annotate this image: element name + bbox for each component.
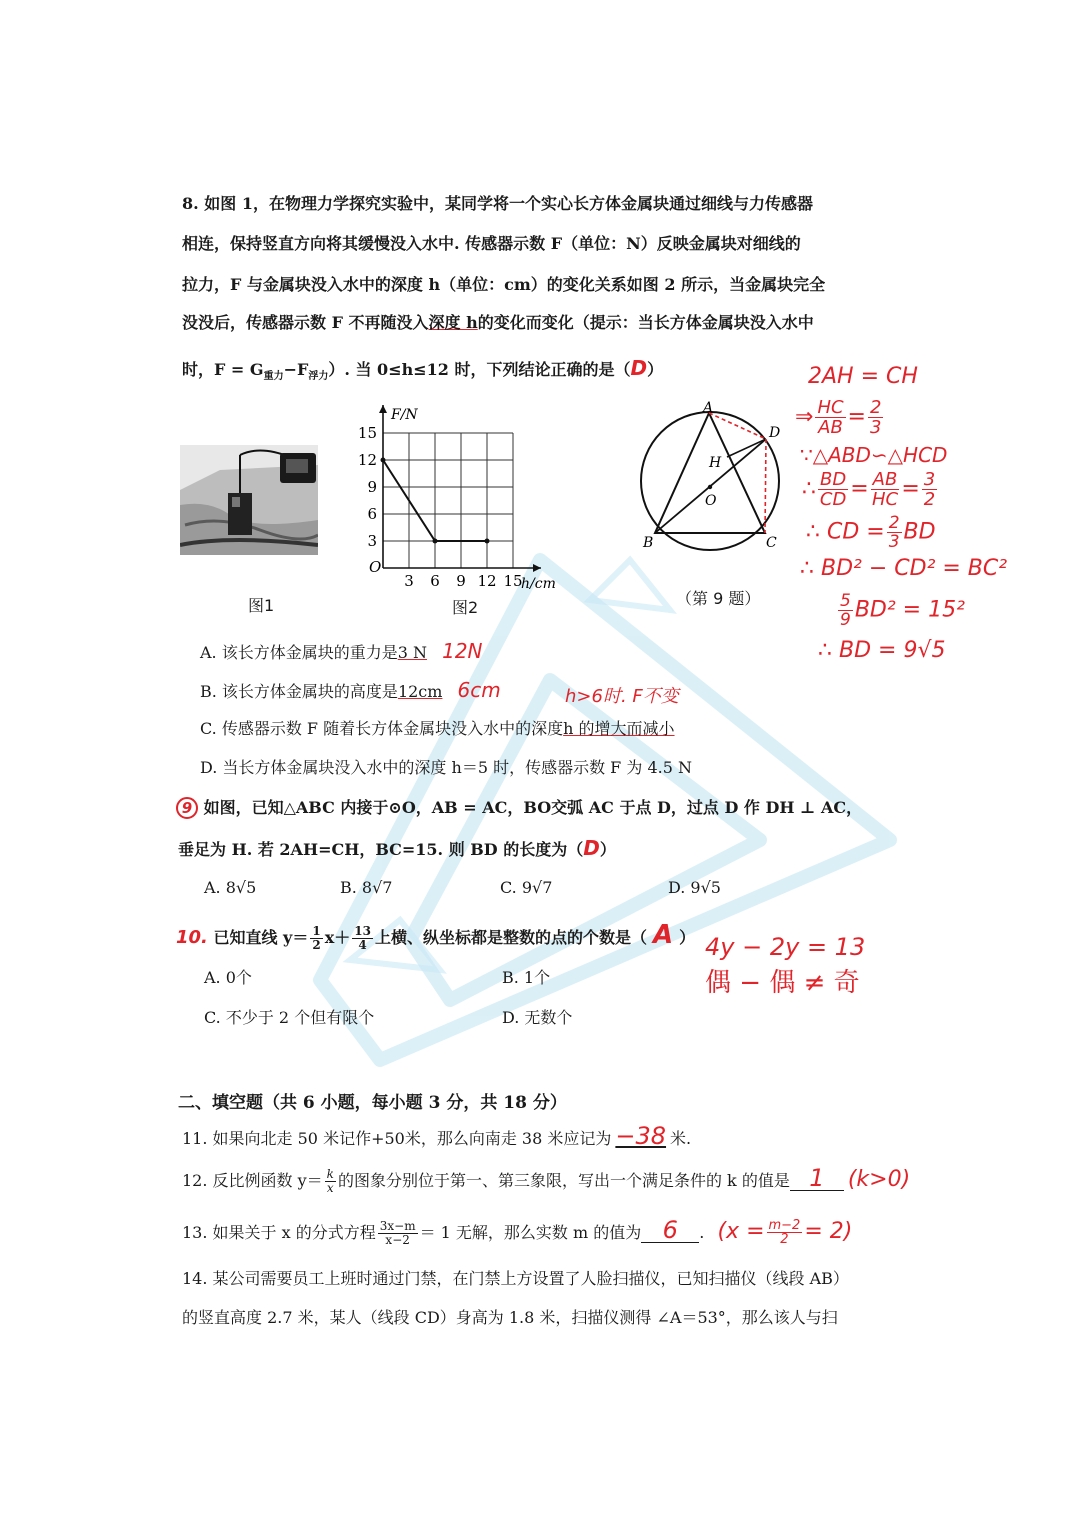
q8-note-c: h>6时. F不变 [565,686,679,707]
figure9-diagram [630,395,790,560]
x-axis-arrow [533,564,541,572]
q12: 12. 反比例函数 y＝ $\frac{k}{x}$ 的图象分别位于第一、第三象限，写出一个满足条件的 k 的值是 1 (k>0) [182,1164,911,1195]
y-tick-label: 3 [367,532,377,550]
chart-axes [379,405,541,572]
q10-hand-line2: 偶 − 偶 ≠ 奇 [705,968,860,998]
series-point [381,458,386,463]
q9-option-b: B. 8√7 [340,878,393,897]
q8-line5: 时，$F = G_{重力}-F_{浮力}$）. 当 0≤h≤12 时，下列结论正确的是（D） [182,356,664,383]
q8-option-c: C. 传感器示数 F 随着长方体金属块没入水中的深度h 的增大而减小 [200,719,675,738]
q8-option-a: A. 该长方体金属块的重力是3 N 12N [200,639,483,663]
x-tick-label: 9 [456,572,466,590]
q9-circle-mark: 9 [176,797,198,819]
red-dash-dc [765,439,766,533]
q14-line1: 14. 某公司需要员工上班时通过门禁，在门禁上方设置了人脸扫描仪，已知扫描仪（线段 AB） [182,1269,849,1288]
figure2-label: 图2 [452,598,479,617]
segment-dh [727,439,766,457]
figure9-label: （第 9 题） [676,589,761,608]
figure2-chart [355,400,570,595]
q10-option-b: B. 1个 [502,968,551,987]
q10-option-d: D. 无数个 [502,1008,573,1027]
q14-line2: 的竖直高度 2.7 米，某人（线段 CD）身高为 1.8 米，扫描仪测得 ∠A＝53°，那么该人与扫 [182,1308,838,1327]
q13-note: (x = $\frac{m-2}{2}$ = 2) [717,1217,853,1247]
label-h: H [709,455,722,471]
q10-answer: A [652,920,674,950]
label-a: A [703,400,714,416]
q10-option-a: A. 0个 [204,968,252,987]
label-o: O [705,493,717,509]
label-d: D [769,425,781,441]
y-tick-label: 12 [357,451,377,469]
hand-line3: ∵△ABD∽△HCD [800,443,948,467]
q11-answer: −38 [615,1122,667,1150]
q9-line2: 垂足为 H. 若 2AH=CH，BC=15. 则 BD 的长度为（D） [178,836,616,860]
hand-line6: ∴ BD² − CD² = BC² [800,556,1008,581]
q8-note-b: 6cm [457,678,501,702]
q8-option-b: B. 该长方体金属块的高度是12cm 6cm [200,678,501,702]
x-tick-label: 3 [404,572,414,590]
q12-answer: 1 [790,1166,844,1191]
q11: 11. 如果向北走 50 米记作+50米，那么向南走 38 米应记为 −38 米. [182,1122,692,1150]
label-c: C [766,535,777,551]
hand-line1: 2AH = CH [808,364,918,389]
x-tick-label: 15 [503,572,523,590]
q8-line4: 没没后，传感器示数 F 不再随没入深度 h的变化而变化（提示：当长方体金属块没入水中 [182,313,814,332]
q8-line1: 8. 如图 1，在物理力学探究实验中，某同学将一个实心长方体金属块通过细线与力传感器 [182,194,813,213]
center-point [708,485,712,489]
hand-line2: ⇒ $\frac{HC}{AB}$ = $\frac{2}{3}$ [795,397,882,438]
chart-labels [358,407,556,592]
q8-line3: 拉力，F 与金属块没入水中的深度 h（单位：cm）的变化关系如图 2 所示，当金属块完全 [182,275,826,294]
figure1-label: 图1 [248,596,275,615]
figure1-photo [180,445,318,555]
q9-line1: 9 如图，已知△ABC 内接于⊙O，AB = AC，BO交弧 AC 于点 D，过点 D 作 DH ⊥ AC， [176,797,862,819]
q9-answer: D [583,836,600,860]
q8-answer: D [630,356,648,380]
series-point [433,539,438,544]
hand-line4: ∴ $\frac{BD}{CD}$ = $\frac{AB}{HC}$ = $\frac{3}{2}$ [802,469,936,510]
q10-hand-line1: 4y − 2y = 13 [705,933,866,961]
chart-grid [383,433,513,568]
q9-option-c: C. 9√7 [500,878,553,897]
y-axis-arrow [379,405,387,413]
y-tick-label: 15 [357,424,377,442]
hand-line5: ∴ CD = $\frac{2}{3}$ BD [806,513,936,552]
q8-line2: 相连，保持竖直方向将其缓慢没入水中. 传感器示数 F（单位：N）反映金属块对细线的 [182,234,801,253]
y-tick-label: 9 [367,478,377,496]
y-tick-label: 6 [367,505,377,523]
hand-line8: ∴ BD = 9√5 [818,638,946,663]
q9-option-d: D. 9√5 [668,878,721,897]
y-axis-label: F/N [391,407,418,423]
q12-note: (k>0) [847,1167,911,1192]
x-axis-label: h/cm [521,576,556,592]
x-tick-label: 6 [430,572,440,590]
origin-label: O [369,558,382,576]
section2-title: 二、填空题（共 6 小题，每小题 3 分，共 18 分） [178,1093,567,1113]
q10-option-c: C. 不少于 2 个但有限个 [204,1008,375,1027]
q9-option-a: A. 8√5 [204,878,257,897]
q13: 13. 如果关于 x 的分式方程 $\frac{3x-m}{x-2}$ ＝ 1 无解，那么实数 m 的值为 6 . (x = $\frac{m-2}{2}$ = 2) [182,1216,853,1247]
q8-underline-depth: 深度 h [428,313,478,332]
q8-note-a: 12N [442,639,483,663]
label-b: B [643,535,654,551]
circle-o [641,412,779,550]
hand-line7: $\frac{5}{9}$ BD² = 15² [840,591,965,630]
series-point [485,539,490,544]
q8-option-d: D. 当长方体金属块没入水中的深度 h＝5 时，传感器示数 F 为 4.5 N [200,758,692,777]
figure1-drawing [180,445,318,555]
q10-check-mark: 10. [176,927,208,948]
q13-answer: 6 [641,1218,699,1243]
x-tick-label: 12 [477,572,497,590]
q10-line1: 10. 已知直线 y＝ $\frac{1}{2}$ x＋ $\frac{13}{4}$ 上横、纵坐标都是整数的点的个数是（ A ） [176,920,696,952]
